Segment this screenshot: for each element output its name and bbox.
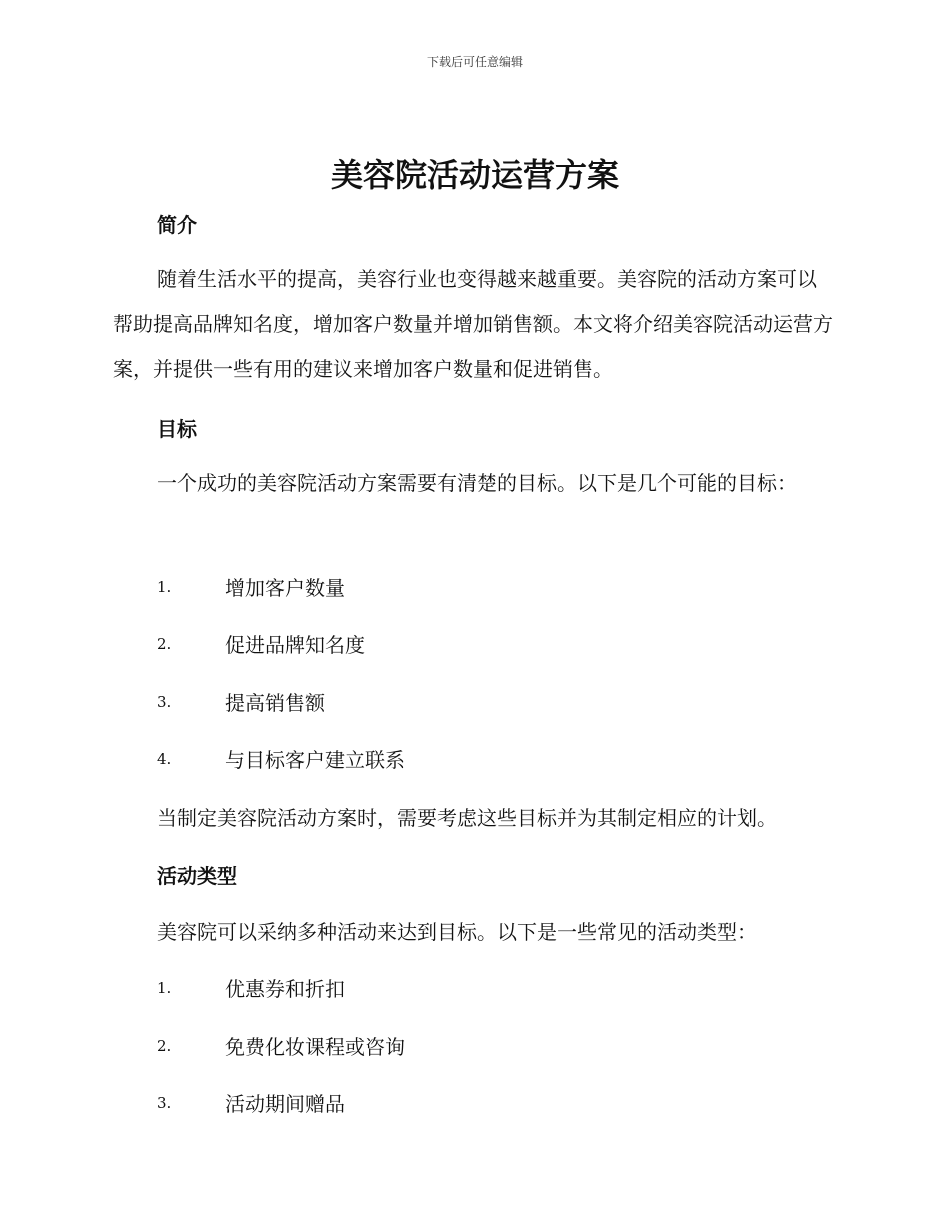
list-text: 活动期间赠品	[225, 1092, 345, 1116]
list-number: 2.	[157, 634, 172, 653]
list-text: 促进品牌知名度	[225, 633, 365, 657]
activity-types-intro: 美容院可以采纳多种活动来达到目标。以下是一些常见的活动类型：	[157, 920, 757, 944]
activity-list-item	[157, 973, 345, 1001]
activity-list-item	[157, 1088, 345, 1116]
goals-list-item	[157, 629, 365, 657]
goals-list-item	[157, 687, 325, 715]
list-text: 优惠券和折扣	[225, 977, 345, 1001]
list-number: 4.	[157, 749, 172, 768]
list-number: 3.	[157, 692, 172, 711]
list-number: 1.	[157, 577, 172, 596]
activity-list-item	[157, 1031, 405, 1059]
list-text: 免费化妆课程或咨询	[225, 1035, 405, 1059]
goals-closing-paragraph: 当制定美容院活动方案时，需要考虑这些目标并为其制定相应的计划。	[157, 806, 777, 830]
header-note: 下载后可任意编辑	[426, 55, 523, 69]
list-text: 与目标客户建立联系	[225, 748, 405, 772]
section-heading-intro: 简介	[157, 213, 197, 237]
list-number: 2.	[157, 1036, 172, 1055]
intro-paragraph: 随着生活水平的提高，美容行业也变得越来越重要。美容院的活动方案可以帮助提高品牌知名度，增加客户数量并增加销售额。本文将介绍美容院活动运营方案，并提供一些有用的建议来增加客户数量和促进销售。	[113, 267, 833, 381]
list-number: 1.	[157, 978, 172, 997]
section-heading-goals: 目标	[157, 417, 197, 441]
list-text: 提高销售额	[225, 691, 325, 715]
goals-paragraph: 一个成功的美容院活动方案需要有清楚的目标。以下是几个可能的目标：	[157, 471, 797, 495]
goals-list-item	[157, 572, 345, 600]
goals-list-item	[157, 744, 405, 772]
document-title: 美容院活动运营方案	[330, 156, 619, 194]
list-text: 增加客户数量	[225, 576, 345, 600]
list-number: 3.	[157, 1093, 172, 1112]
section-heading-activity-types: 活动类型	[157, 864, 237, 888]
